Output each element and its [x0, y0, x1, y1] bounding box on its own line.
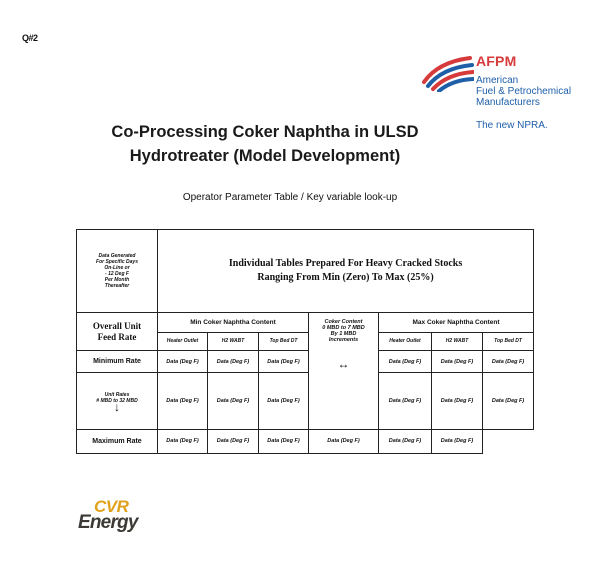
unit-rates-line: # MBD to 32 MBD: [96, 398, 138, 404]
note-line: Data Generated: [98, 253, 136, 260]
afpm-line3: Manufacturers: [476, 97, 540, 108]
data-note-cell: [77, 230, 158, 313]
table-cell: Data (Deg F): [483, 351, 534, 373]
center-line: 0 MBD to 7 MBD: [322, 325, 365, 332]
unit-rates-line: Unit Rates: [104, 392, 130, 398]
row-label-minimum-rate: Minimum Rate: [77, 351, 158, 373]
afpm-line1: American: [476, 75, 519, 86]
afpm-name: AFPM: [476, 53, 517, 69]
overall-line: Feed Rate: [97, 331, 137, 342]
col-h2-wabt: H2 WABT: [208, 332, 259, 351]
row-label-unit-rates: [77, 373, 158, 430]
title-line2: Hydrotreater (Model Development): [129, 147, 401, 165]
table-cell: Data (Deg F): [259, 429, 309, 453]
col-h2-wabt: H2 WABT: [432, 332, 483, 351]
table-cell: Data (Deg F): [259, 351, 309, 373]
overall-line: Overall Unit: [92, 320, 142, 331]
min-coker-group-header: Min Coker Naphtha Content: [158, 313, 309, 333]
row-label-maximum-rate: Maximum Rate: [77, 429, 158, 453]
overall-feed-rate-header: [77, 313, 158, 351]
cvr-logo-bottom: Energy: [78, 512, 138, 533]
note-line: Thereafter: [104, 283, 130, 290]
table-cell: Data (Deg F): [158, 373, 208, 430]
table-cell: Data (Deg F): [158, 429, 208, 453]
table-cell: Data (Deg F): [259, 373, 309, 430]
note-line: - 12 Deg F: [105, 271, 129, 278]
afpm-line2: Fuel & Petrochemical: [476, 86, 572, 97]
heading-line: Individual Tables Prepared For Heavy Cracked Stocks: [228, 258, 463, 270]
max-coker-group-header: Max Coker Naphtha Content: [379, 313, 534, 333]
operator-parameter-table: [76, 229, 534, 454]
coker-content-center-cell: [309, 313, 379, 430]
table-cell: Data (Deg F): [432, 351, 483, 373]
double-arrow-icon: ↔: [337, 357, 350, 372]
slide-title: [60, 120, 470, 168]
table-cell: Data (Deg F): [309, 429, 379, 453]
afpm-tagline: The new NPRA.: [476, 120, 548, 131]
col-heater-outlet: Heater Outlet: [158, 332, 208, 351]
cvr-energy-logo: [76, 497, 166, 542]
table-cell: Data (Deg F): [379, 429, 432, 453]
center-line: Coker Content: [324, 319, 363, 326]
table-cell: Data (Deg F): [208, 429, 259, 453]
note-line: Per Month: [104, 277, 130, 284]
afpm-flag-icon: [420, 52, 474, 92]
slide-subtitle: Operator Parameter Table / Key variable look-up: [182, 192, 398, 203]
table-cell: Data (Deg F): [208, 373, 259, 430]
table-cell: Data (Deg F): [379, 373, 432, 430]
col-top-bed-dt: Top Bed DT: [259, 332, 309, 351]
table-cell: Data (Deg F): [208, 351, 259, 373]
table-cell: Data (Deg F): [379, 351, 432, 373]
note-line: On-Line or: [104, 265, 130, 272]
table-cell: Data (Deg F): [158, 351, 208, 373]
col-heater-outlet: Heater Outlet: [379, 332, 432, 351]
col-top-bed-dt: Top Bed DT: [483, 332, 534, 351]
table-cell: Data (Deg F): [483, 373, 534, 430]
table-cell: Data (Deg F): [432, 429, 483, 453]
center-line: Increments: [328, 337, 359, 344]
slide-id: Q#2: [22, 33, 38, 43]
note-line: For Specific Days: [96, 259, 138, 266]
table-cell: Data (Deg F): [432, 373, 483, 430]
down-arrow-icon: ↓: [114, 400, 120, 414]
heading-line: Ranging From Min (Zero) To Max (25%): [257, 272, 434, 284]
table-heading: [158, 230, 534, 313]
title-line1: Co-Processing Coker Naphtha in ULSD: [111, 123, 419, 141]
cvr-logo-top: CVR: [94, 497, 129, 516]
center-line: By 1 MBD: [330, 331, 357, 338]
